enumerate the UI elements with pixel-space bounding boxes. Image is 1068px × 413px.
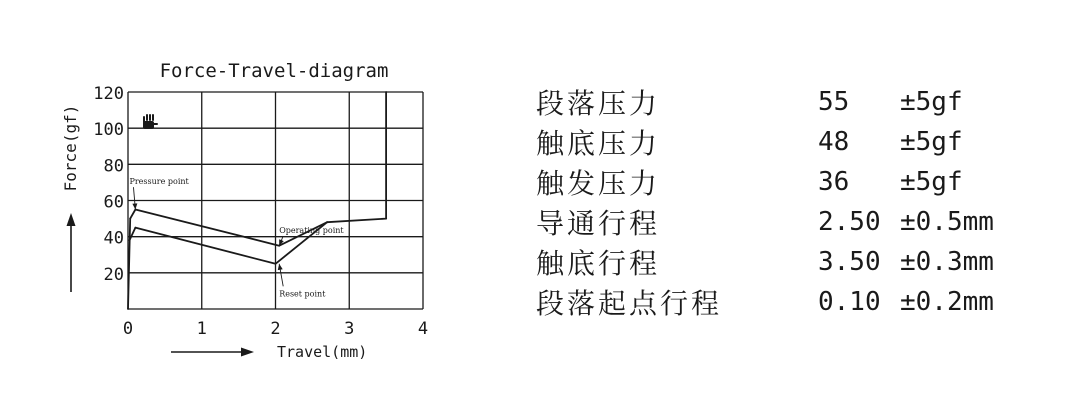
- data-point: [385, 91, 387, 93]
- spec-row: [536, 82, 994, 122]
- hand-thumb: [153, 123, 158, 125]
- hand-finger: [149, 114, 151, 121]
- spec-tolerance: ±5gf: [900, 87, 963, 117]
- spec-value: 2.50: [818, 207, 881, 237]
- spec-tolerance: ±0.5mm: [900, 207, 994, 237]
- x-axis-arrow: [171, 348, 254, 357]
- spec-label: 触底行程: [536, 247, 661, 280]
- annotation-label: Pressure point: [129, 177, 189, 187]
- chart-annotations: [129, 177, 344, 298]
- x-tick-label: 3: [344, 319, 355, 339]
- spec-value: 48: [818, 127, 850, 157]
- data-point: [326, 221, 328, 223]
- hand-finger: [146, 114, 148, 121]
- y-tick-label: 40: [103, 228, 124, 249]
- spec-tolerance: ±0.3mm: [900, 247, 994, 277]
- spec-row: [536, 282, 994, 322]
- y-tick-label: 20: [103, 264, 124, 285]
- x-tick-label: 1: [196, 319, 207, 339]
- hand-finger: [143, 116, 145, 123]
- y-tick-label: 60: [103, 192, 124, 213]
- annotation-arrowhead: [278, 264, 283, 270]
- x-tick-label: 4: [417, 319, 429, 339]
- y-tick-label: 80: [103, 156, 124, 177]
- spec-tolerance: ±5gf: [900, 127, 963, 157]
- spec-label: 触底压力: [536, 127, 661, 160]
- x-axis-label: Travel(mm): [277, 343, 368, 361]
- spec-row: [536, 122, 994, 162]
- spec-label: 段落压力: [536, 87, 661, 120]
- y-tick-label: 100: [93, 120, 124, 141]
- spec-label: 触发压力: [536, 167, 661, 200]
- chart-title: Force-Travel-diagram: [159, 60, 389, 82]
- spec-tolerance: ±5gf: [900, 167, 963, 197]
- x-tick-label: 0: [122, 319, 134, 339]
- spec-row: [536, 242, 994, 282]
- spec-label: 导通行程: [536, 207, 661, 240]
- spec-value: 3.50: [818, 247, 881, 277]
- chart-grid: [128, 92, 423, 309]
- y-axis-label: Force(gf): [61, 104, 80, 192]
- data-point: [275, 263, 277, 265]
- force-travel-chart: [0, 0, 520, 413]
- data-point: [127, 308, 129, 310]
- annotation-label: Reset point: [279, 289, 326, 299]
- spec-tolerance: ±0.2mm: [900, 287, 994, 317]
- data-point: [134, 227, 136, 229]
- data-point: [129, 218, 131, 220]
- y-tick-labels: [93, 84, 124, 285]
- hand-icon: [143, 114, 158, 129]
- data-point: [129, 239, 131, 241]
- annotation-label: Operating point: [279, 226, 344, 236]
- x-tick-labels: [123, 319, 428, 339]
- spec-value: 36: [818, 167, 850, 197]
- data-point: [385, 218, 387, 220]
- spec-table: [536, 82, 994, 322]
- x-tick-label: 2: [270, 319, 281, 339]
- spec-row: [536, 162, 994, 202]
- y-axis-arrow: [67, 213, 76, 292]
- spec-value: 0.10: [818, 287, 881, 317]
- spec-row: [536, 202, 994, 242]
- y-tick-label: 120: [93, 84, 124, 104]
- hand-finger: [152, 114, 154, 121]
- spec-label: 段落起点行程: [536, 287, 723, 320]
- spec-value: 55: [818, 87, 850, 117]
